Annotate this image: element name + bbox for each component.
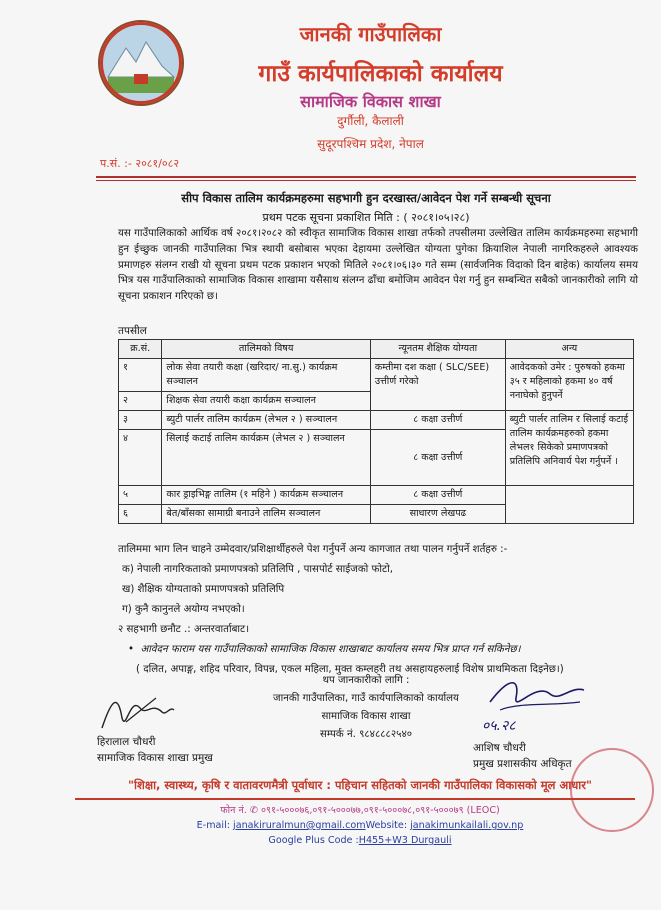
- cell-other-empty: [505, 486, 633, 524]
- reference-number: प.सं. :- २०८१/०८२: [100, 157, 180, 170]
- cell-subject: बेत/बाँसका सामाग्री बनाउने तालिम सञ्चालन: [162, 505, 371, 524]
- header-office: गाउँ कार्यपालिकाको कार्यालय: [258, 61, 503, 87]
- cell-sn: ५: [119, 486, 162, 505]
- left-signature-icon: [96, 688, 176, 734]
- table-row: [119, 411, 634, 430]
- cell-qualification: साधारण लेखपढ: [370, 505, 505, 524]
- plus-code-label: Google Plus Code :: [268, 835, 359, 846]
- notice-title: सीप विकास तालिम कार्यक्रमहरुमा सहभागी हुन दरखास्त/आवेदन पेश गर्ने सम्बन्धी सूचना: [181, 191, 551, 205]
- priority-note: ( दलित, अपाङ्ग, शहिद परिवार, विपन्न, एकल महिला, मुक्त कम्लहरी तथ असहायहरुलाई विशेष प्राथमिकता दिइनेछ।): [136, 664, 564, 675]
- cell-subject: ब्युटी पार्लर तालिम कार्यक्रम (लेभल २ ) सञ्चालन: [162, 411, 371, 430]
- email-label: E-mail:: [196, 820, 230, 831]
- table-header-row: [119, 340, 634, 359]
- inquiry-line3: सम्पर्क नं. ९८४८८८२५४०: [319, 729, 413, 740]
- cell-qualification: ८ कक्षा उत्तीर्ण: [370, 411, 505, 430]
- footer-plus-code: [100, 833, 620, 848]
- table-row: [119, 359, 634, 392]
- right-signatory: [473, 740, 572, 772]
- selection-method: २ सहभागी छनौट .: अन्तरवार्ताबाट।: [118, 624, 250, 635]
- notice-subtitle: प्रथम पटक सूचना प्रकाशित मिति : ( २०८१।०५।२८): [262, 211, 470, 224]
- header-divider-thin: [96, 180, 636, 181]
- footer-email-line: [100, 818, 620, 833]
- left-signatory-name: हिरालाल चौधरी: [97, 736, 156, 748]
- inquiry-title: थप जानकारीको लागि :: [322, 675, 410, 686]
- condition-a: क) नेपाली नागरिकताको प्रमाणपत्रको प्रतिलिपि , पासपोर्ट साईजको फोटो,: [122, 564, 394, 575]
- application-form-note: [118, 640, 638, 660]
- plus-code-link[interactable]: H455+W3 Durgauli: [358, 835, 452, 846]
- cell-sn: २: [119, 392, 162, 411]
- inquiry-line1: जानकी गाउँपालिका, गाउँ कार्यपालिकाको कार्यालय: [273, 693, 459, 704]
- right-signatory-name: आशिष चौधरी: [473, 742, 526, 754]
- header-qualification: न्यूनतम शैक्षिक योग्यता: [370, 340, 505, 359]
- header-other: अन्य: [505, 340, 633, 359]
- header-municipality: जानकी गाउँपालिका: [299, 22, 442, 46]
- header-address: दुर्गौली, कैलाली: [337, 114, 404, 128]
- cell-sn: १: [119, 359, 162, 392]
- conditions-intro: तालिममा भाग लिन चाहने उम्मेदवार/प्रशिक्षार्थीहरुले पेश गर्नुपर्ने अन्य कागजात तथा पालन गर्नुपर्ने शर्तहरु :-: [118, 544, 508, 555]
- cell-qualification: ८ कक्षा उत्तीर्ण: [370, 486, 505, 505]
- cell-sn: ४: [119, 430, 162, 486]
- footer-divider: [75, 798, 635, 800]
- conditions-section: [118, 540, 638, 680]
- header-subject: तालिमको विषय: [162, 340, 371, 359]
- inquiry-line2: सामाजिक विकास शाखा: [321, 711, 411, 722]
- bullet-icon: •: [128, 644, 141, 655]
- details-heading: तपसील: [118, 325, 147, 337]
- cell-subject: कार ड्राइभिङ्ग तालिम (१ महिने ) कार्यक्रम सञ्चालन: [162, 486, 371, 505]
- cell-subject: लोक सेवा तयारी कक्षा (खरिदार/ ना.सु.) कार्यक्रम सञ्चालन: [162, 359, 371, 392]
- table-row: [119, 486, 634, 505]
- left-signatory-title: सामाजिक विकास शाखा प्रमुख: [97, 752, 213, 764]
- header-sn: क्र.सं.: [119, 340, 162, 359]
- header-divider: [96, 176, 636, 178]
- right-signatory-title: प्रमुख प्रशासकीय अधिकृत: [473, 758, 572, 770]
- condition-b: ख) शैक्षिक योग्यताको प्रमाणपत्रको प्रतिलिपि: [122, 584, 285, 595]
- cell-qualification: ८ कक्षा उत्तीर्ण: [370, 430, 505, 486]
- website-link[interactable]: janakimunkailali.gov.np: [410, 820, 524, 831]
- cell-other: आवेदकको उमेर : पुरुषको हकमा ३५ र महिलाको हकमा ४० वर्ष ननाघेको हुनुपर्ने: [505, 359, 633, 411]
- cell-other: ब्युटी पार्लर तालिम र सिलाई कटाई तालिम कार्यक्रमहरुको हकमा लेभल१ सिकेको प्रमाणपत्रको प्रतिलिपि अनिवार्य पेश गर्नुपर्ने ।: [505, 411, 633, 486]
- header-section: सामाजिक विकास शाखा: [300, 92, 441, 111]
- footer-phone: फोन नं. ✆ ०९१-५०००७६,०९१-५०००७७,०९१-५०००७८,०९१-५०००७९ (LEOC): [220, 805, 500, 816]
- cell-qualification: कम्तीमा दश कक्षा ( SLC/SEE) उत्तीर्ण गरेको: [370, 359, 505, 411]
- header-province: सुदूरपश्चिम प्रदेश, नेपाल: [317, 137, 424, 151]
- cell-subject: सिलाई कटाई तालिम कार्यक्रम (लेभल २ ) सञ्चालन: [162, 430, 371, 486]
- cell-sn: ६: [119, 505, 162, 524]
- cell-subject: शिक्षक सेवा तयारी कक्षा कार्यक्रम सञ्चालन: [162, 392, 371, 411]
- notice-body: यस गाउँपालिकाको आर्थिक वर्ष २०८१।२०८२ को स्वीकृत सामाजिक विकास शाखा तर्फको तपसीलमा उल्लेखित तालिम कार्यक्रमहरुमा सहभागी हुन ईच्छुक जानकी गाउँपालिका भित्र स्थायी बसोबास भएका देहायमा उल्लेखित योग्यता पुगेका क्रियाशिल नेपाली नागरिकहरुले आवश्यक प्रमाणहरु संलग्न राखी यो सूचना प्रथम पटक प्रकाशन भएको मितिले २०८१।०६।३० गते सम्म (सार्वजनिक विदाको दिन बाहेक) कार्यालय समय भित्र यस गाउँपालिकाको सामाजिक विकास शाखामा यसैसाथ संलग्न ढाँचा बमोजिम आवेदन पेश गर्नु हुन सम्बन्धित सबैको जानकारीको लागि यो सूचना प्रकाशन गरिएको छ।: [118, 228, 638, 303]
- left-signatory: [97, 734, 213, 766]
- footer-slogan: "शिक्षा, स्वास्थ्य, कृषि र वातावरणमैत्री पूर्वाधार : पहिचान सहितको जानकी गाउँपालिका विकासको मूल आधार": [128, 778, 592, 792]
- cell-sn: ३: [119, 411, 162, 430]
- email-link[interactable]: janakiruralmun@gmail.com: [233, 820, 366, 831]
- footer-contact: [100, 803, 620, 848]
- training-table: [118, 339, 634, 524]
- right-signature-date: ०५.२८: [482, 718, 516, 734]
- website-label: Website:: [365, 820, 408, 831]
- condition-c: ग) कुनै कानुनले अयोग्य नभएको।: [122, 604, 245, 615]
- application-form-text: आवेदन फाराम यस गाउँपालिकाको सामाजिक विकास शाखाबाट कार्यालय समय भित्र प्राप्त गर्न सकिनेछ।: [140, 644, 521, 655]
